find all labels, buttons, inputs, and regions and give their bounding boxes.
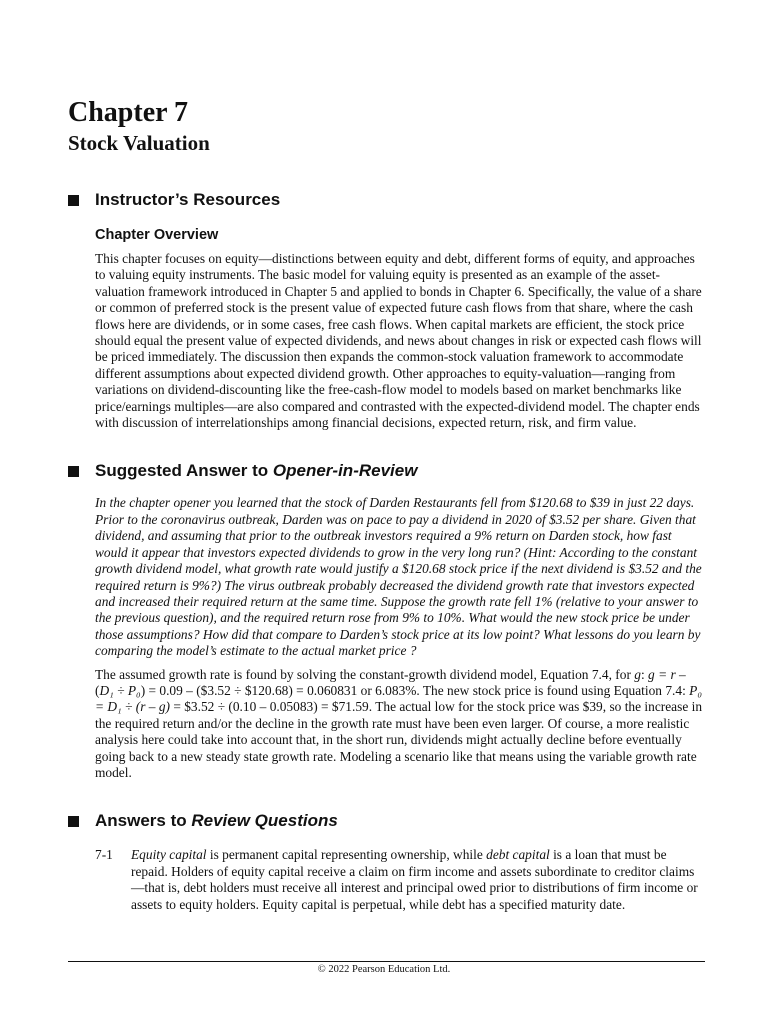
section-title: Instructor’s Resources	[95, 190, 281, 209]
section-opener-in-review	[68, 460, 705, 482]
square-bullet-icon	[68, 816, 79, 827]
review-item	[68, 847, 705, 913]
answer-formula: D₁ ÷ P₀	[99, 682, 141, 698]
chapter-overview-text: This chapter focuses on equity—distinctions between equity and debt, different forms of equity, and approaches to valuing equity instruments. The basic model for valuing equity is presented as an example of the asset-valuation framework introduced in Chapter 5 and applied to bonds in Chapter 6. Specifically, the value of a share or common of preferred stock is the present value of expected future cash flows from that share, where the cash flows here are dividends, or in some cases, free cash flows. When capital markets are efficient, the stock price should equal the present value of expected dividends, and news about changes in risk or expected cash flows will be priced immediately. The discussion then expands the common-stock valuation framework to accommodate different assumptions about expected dividend growth. Other approaches to equity-valuation—ranging from variations on dividend-discounting like the free-cash-flow model to models based on market benchmarks like price/earnings multiples—are also compared and contrasted with the expected-dividend model. The chapter ends with discussion of interrelationships among financial decisions, expected return, risk, and firm value.	[95, 251, 702, 431]
term: debt capital	[486, 847, 550, 863]
square-bullet-icon	[68, 195, 79, 206]
section-title-italic: Opener-in-Review	[272, 461, 418, 481]
answer-part: :	[640, 666, 649, 682]
section-title-prefix: Answers to	[95, 811, 187, 831]
answer-part: = $3.52 ÷ (0.10 – 0.05083) = $71.59. The actual low for the stock price was $39, so the increase in the required return and/or the decline in the growth rate must have been even larger. Of course, a more realistic analysis here could take into account that, in the short run, dividends might actually decline before eventually going back to a new steady state growth rate. Modeling a scenario like that means using the variable growth rate model.	[95, 699, 703, 780]
footer-copyright: © 2022 Pearson Education Ltd.	[317, 964, 451, 975]
chapter-overview-heading: Chapter Overview	[95, 227, 219, 243]
footer-divider	[68, 961, 705, 962]
answer-part: The assumed growth rate is found by solving the constant-growth dividend model, Equation 7.4, for	[95, 666, 635, 682]
answer-part: is a loan that must be repaid. Holders of equity capital receive a claim on firm income and assets subordinate to creditor claims—that is, debt holders must receive all interest and principal owed prior to distributions of firm income or assets to equity holders. Equity capital is perpetual, while debt has a specified maturity date.	[131, 847, 698, 912]
opener-question: In the chapter opener you learned that the stock of Darden Restaurants fell from $120.68 to $39 in just 22 days. Prior to the coronavirus outbreak, Darden was on pace to pay a dividend in 2020 of $3.52 per share. Given that dividend, and assuming that prior to the outbreak investors required a 9% return on Darden stock, how fast would it appear that investors expected dividends to grow in the very long run? (Hint: According to the constant growth dividend model, what growth rate would justify a $120.68 stock price if the next dividend is $3.52 and the required return is 9%?) The virus outbreak probably decreased the dividend growth rate that investors expected and increased their required return at the same time. Suppose the growth rate fell 1% (relative to your answer to the previous question), and the required return rose from 9% to 10%. What would the new stock price be under those assumptions? How did that compare to Darden’s stock price at its low point? What lessons do you learn by comparing the model’s estimate to the actual market price ?	[95, 495, 702, 659]
answer-part: ) = 0.09 – ($3.52 ÷ $120.68) = 0.060831 or 6.083%. The new stock price is found using Equation 7.4:	[140, 682, 690, 698]
section-review-questions	[68, 810, 705, 832]
question-number: 7-1	[95, 847, 113, 863]
answer-var-g: g	[634, 666, 641, 682]
section-instructors-resources	[68, 189, 705, 211]
answer-part: – (	[95, 666, 686, 698]
chapter-subtitle: Stock Valuation	[68, 131, 210, 155]
square-bullet-icon	[68, 466, 79, 477]
opener-answer	[95, 667, 705, 782]
answer-formula: P₀ = D₁ ÷ (r – g)	[95, 682, 702, 715]
section-title-italic: Review Questions	[191, 811, 338, 831]
term: Equity capital	[131, 847, 207, 863]
page-content	[68, 96, 705, 913]
question-answer	[131, 847, 705, 913]
section-title-prefix: Suggested Answer to	[95, 461, 269, 481]
answer-part: is permanent capital representing ownership, while	[206, 847, 487, 863]
answer-formula: g = r	[648, 666, 676, 682]
chapter-title: Chapter 7	[68, 97, 189, 128]
